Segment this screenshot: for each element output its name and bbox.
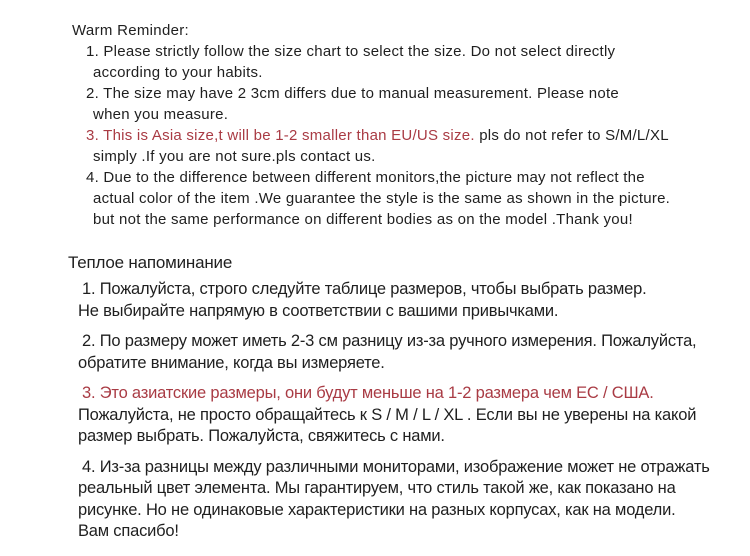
ru-item-2-line-1: 2. По размеру может иметь 2-3 см разницу из-за ручного измерения. Пожалуйста, xyxy=(82,332,697,350)
en-item-4-line-1: 4. Due to the difference between different monitors,the picture may not reflect the xyxy=(86,169,645,186)
en-item-3-black-text: pls do not refer to S/M/L/XL xyxy=(474,127,669,144)
ru-item-4-line-3: рисунке. Но не одинаковые характеристики на разных корпусах, как на модели. xyxy=(78,500,676,519)
ru-item-1-line-1: 1. Пожалуйста, строго следуйте таблице размеров, чтобы выбрать размер. xyxy=(82,280,647,298)
ru-item-2-line-2: обратите внимание, когда вы измеряете. xyxy=(78,353,385,372)
ru-item-3-line-1: 3. Это азиатские размеры, они будут меньше на 1-2 размера чем ЕС / США. xyxy=(82,384,654,402)
ru-item-3-line-3: размер выбрать. Пожалуйста, свяжитесь с нами. xyxy=(78,427,445,445)
english-reminder-section xyxy=(0,0,750,230)
en-item-2-line-1: 2. The size may have 2 3cm differs due to manual measurement. Please note xyxy=(86,85,619,102)
ru-item-3 xyxy=(68,383,750,448)
ru-item-4-line-4: Вам спасибо! xyxy=(78,522,179,540)
en-item-1-line-1: 1. Please strictly follow the size chart to select the size. Do not select directly xyxy=(86,43,616,60)
ru-item-1-line-2: Не выбирайте напрямую в соответствии с вашими привычками. xyxy=(78,301,559,320)
en-item-2-line-2: when you measure. xyxy=(93,106,229,123)
russian-reminder-section xyxy=(0,230,750,543)
en-item-4-line-3: but not the same performance on different bodies as on the model .Thank you! xyxy=(93,211,633,228)
en-item-3-red-text: 3. This is Asia size,t will be 1-2 smaller than EU/US size. xyxy=(86,127,475,144)
ru-item-4 xyxy=(68,457,750,543)
en-item-3-line-1 xyxy=(86,125,750,146)
en-item-3-line-2: simply .If you are not sure.pls contact us. xyxy=(93,148,376,165)
russian-section-title: Теплое напоминание xyxy=(68,253,233,272)
ru-item-1 xyxy=(68,279,750,322)
ru-item-2 xyxy=(68,331,750,374)
ru-item-3-line-2: Пожалуйста, не просто обращайтесь к S / M / L / XL . Если вы не уверены на какой xyxy=(78,405,697,424)
english-section-title: Warm Reminder: xyxy=(72,22,189,39)
ru-item-4-line-2: реальный цвет элемента. Мы гарантируем, что стиль такой же, как показано на xyxy=(78,479,676,497)
ru-item-4-line-1: 4. Из-за разницы между различными мониторами, изображение может не отражать xyxy=(82,457,710,476)
en-item-1-line-2: according to your habits. xyxy=(93,64,263,81)
en-item-4-line-2: actual color of the item .We guarantee the style is the same as shown in the picture. xyxy=(93,190,671,207)
